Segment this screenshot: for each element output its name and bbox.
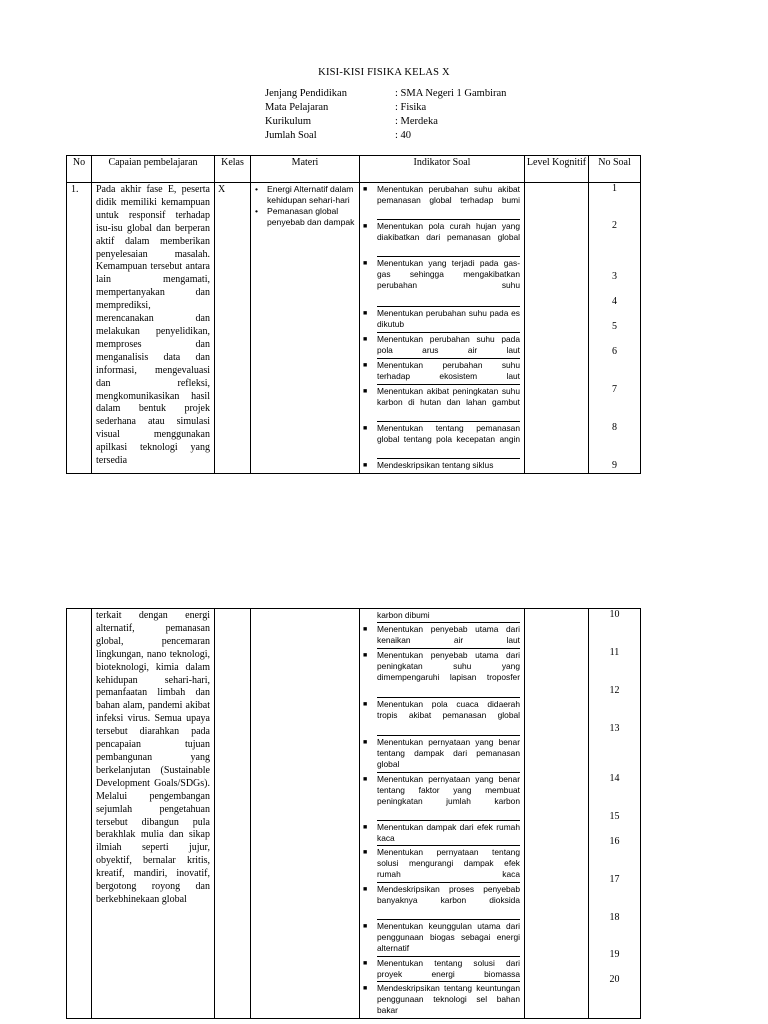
table-header-row xyxy=(67,156,641,183)
header-no-soal: No Soal xyxy=(589,156,641,183)
no-soal: 18 xyxy=(609,912,620,923)
header-kelas: Kelas xyxy=(215,156,251,183)
materi-list xyxy=(251,183,360,474)
square-bullet-icon: ■ xyxy=(363,388,368,395)
meta-row-mapel xyxy=(265,101,506,115)
kelas-value xyxy=(215,609,251,1019)
divider xyxy=(377,981,520,982)
no-soal-list xyxy=(589,183,641,474)
level-kognitif-cell xyxy=(525,609,589,1019)
divider xyxy=(377,458,520,459)
no-soal-list xyxy=(589,609,641,1019)
square-bullet-icon: ■ xyxy=(363,626,368,633)
divider xyxy=(377,256,520,257)
materi-list xyxy=(251,609,360,1019)
meta-label: Jenjang Pendidikan xyxy=(265,88,347,99)
no-soal: 13 xyxy=(609,723,620,734)
indikator-text: Menentukan pernyataan yang benar tentang faktor yang membuat peningkatan jumlah karbon xyxy=(377,774,520,806)
no-soal: 20 xyxy=(609,974,620,985)
square-bullet-icon: ■ xyxy=(363,985,368,992)
indikator-text: Menentukan perubahan suhu pada pola arus air laut xyxy=(377,334,520,355)
table-row xyxy=(67,609,641,1019)
indikator-text: Menentukan akibat peningkatan suhu karbon di hutan dan lahan gambut xyxy=(377,386,520,407)
document-meta xyxy=(265,87,506,143)
no-soal: 7 xyxy=(612,384,617,395)
meta-value: : Merdeka xyxy=(395,116,438,127)
no-soal: 14 xyxy=(609,773,620,784)
kelas-value: X xyxy=(215,183,251,474)
header-level-kognitif: Level Kognitif xyxy=(525,156,589,183)
meta-label: Jumlah Soal xyxy=(265,130,317,141)
no-soal: 5 xyxy=(612,321,617,332)
level-kognitif-cell xyxy=(525,183,589,474)
indikator-text: Menentukan tentang solusi dari proyek energi biomassa xyxy=(377,958,520,979)
square-bullet-icon: ■ xyxy=(363,776,368,783)
indikator-text: Mendeskripsikan tentang keuntungan penggunaan teknologi sel bahan bakar xyxy=(377,983,520,1015)
divider xyxy=(377,956,520,957)
no-soal: 19 xyxy=(609,949,620,960)
materi-text: Pemanasan global penyebab dan dampak xyxy=(267,206,355,227)
no-soal: 15 xyxy=(609,811,620,822)
indikator-text: Menentukan pernyataan yang benar tentang dampak dari pemanasan global xyxy=(377,737,520,769)
no-soal: 11 xyxy=(609,647,620,658)
indikator-text: Mendeskripsikan tentang siklus xyxy=(377,460,494,470)
indikator-text: Menentukan pernyataan tentang solusi mengurangi dampak efek rumah kaca xyxy=(377,847,520,879)
meta-value: : Fisika xyxy=(395,102,427,113)
meta-value: : SMA Negeri 1 Gambiran xyxy=(395,88,507,99)
materi-text: Energi Alternatif dalam kehidupan sehari-hari xyxy=(267,184,354,205)
divider xyxy=(377,919,520,920)
indikator-text: Menentukan tentang pemanasan global tentang pola kecepatan angin xyxy=(377,423,520,444)
square-bullet-icon: ■ xyxy=(363,824,368,831)
capaian-paragraph: terkait dengan energi alternatif, pemanasan global, pencemaran lingkungan, nano teknologi, bioteknologi, kimia dalam kehidupan sehari-hari, pemanfaatan limbah dan bahan alam, pandemi akibat infeksi virus. Semua upaya tersebut diarahkan pada pencapaian tujuan pembangunan yang berkelanjutan (Sustainable Development Goals/SDGs). Melalui pengembangan sejumlah pengetahuan tersebut dibangun pula berakhlak mulia dan sikap ilmiah seperti jujur, obyektif, bernalar kritis, kreatif, mandiri, inovatif, bergotong royong dan berkebhinekaan global xyxy=(96,610,210,905)
capaian-text xyxy=(92,609,215,1019)
divider xyxy=(377,384,520,385)
divider xyxy=(377,622,520,623)
divider xyxy=(377,735,520,736)
divider xyxy=(377,358,520,359)
divider xyxy=(377,772,520,773)
divider xyxy=(377,845,520,846)
indikator-text: Menentukan perubahan suhu pada es dikutub xyxy=(377,308,520,329)
indikator-list xyxy=(360,183,525,474)
indikator-text: Menentukan penyebab utama dari kenaikan air laut xyxy=(377,624,520,645)
indikator-text: karbon dibumi xyxy=(377,610,430,620)
indikator-text: Menentukan yang terjadi pada gas-gas sehingga mengakibatkan perubahan suhu xyxy=(377,258,520,290)
table-row xyxy=(67,183,641,474)
divider xyxy=(377,697,520,698)
materi-item xyxy=(253,184,357,206)
square-bullet-icon: ■ xyxy=(363,425,368,432)
square-bullet-icon: ■ xyxy=(363,701,368,708)
no-soal: 6 xyxy=(612,346,617,357)
divider xyxy=(377,648,520,649)
row-number xyxy=(67,609,92,1019)
indikator-text: Menentukan pola curah hujan yang diakibatkan dari pemanasan global xyxy=(377,221,520,242)
indikator-text: Menentukan penyebab utama dari peningkatan suhu yang dimempengaruhi lapisan troposfer xyxy=(377,650,520,682)
capaian-paragraph: Pada akhir fase E, peserta didik memiliki kemampuan untuk responsif terhadap isu-isu global dan berperan aktif dalam memberikan penyelesaian masalah. Kemampuan tersebut antara lain mengamati, mempertanyakan dan memprediksi, merencanakan dan melakukan penyelidikan, memproses dan menganalisis data dan informasi, mengevaluasi dan refleksi, mengkomunikasikan hasil dalam bentuk projek sederhana atau simulasi visual menggunakan apilkasi teknologi yang tersedia xyxy=(96,184,210,467)
no-soal: 4 xyxy=(612,296,617,307)
square-bullet-icon: ■ xyxy=(363,310,368,317)
indikator-text: Menentukan perubahan suhu terhadap ekosistem laut xyxy=(377,360,520,381)
indikator-text: Menentukan keunggulan utama dari penggunaan biogas sebagai energi alternatif xyxy=(377,921,520,953)
square-bullet-icon: ■ xyxy=(363,186,368,193)
square-bullet-icon: ■ xyxy=(363,886,368,893)
no-soal: 17 xyxy=(609,874,620,885)
materi-item xyxy=(253,206,357,228)
no-soal: 12 xyxy=(609,685,620,696)
bullet-icon: • xyxy=(255,184,259,194)
square-bullet-icon: ■ xyxy=(363,960,368,967)
divider xyxy=(377,421,520,422)
meta-row-kurikulum xyxy=(265,115,506,129)
meta-row-jenjang xyxy=(265,87,506,101)
header-capaian: Capaian pembelajaran xyxy=(92,156,215,183)
indikator-list xyxy=(360,609,525,1019)
square-bullet-icon: ■ xyxy=(363,260,368,267)
square-bullet-icon: ■ xyxy=(363,849,368,856)
header-no: No xyxy=(67,156,92,183)
no-soal: 9 xyxy=(612,460,617,471)
capaian-text xyxy=(92,183,215,474)
no-soal: 3 xyxy=(612,271,617,282)
no-soal: 8 xyxy=(612,422,617,433)
square-bullet-icon: ■ xyxy=(363,223,368,230)
divider xyxy=(377,820,520,821)
bullet-icon: • xyxy=(255,206,259,216)
square-bullet-icon: ■ xyxy=(363,362,368,369)
divider xyxy=(377,306,520,307)
square-bullet-icon: ■ xyxy=(363,336,368,343)
divider xyxy=(377,332,520,333)
kisi-kisi-table-page-2 xyxy=(66,608,641,1019)
meta-label: Mata Pelajaran xyxy=(265,102,329,113)
no-soal: 16 xyxy=(609,836,620,847)
square-bullet-icon: ■ xyxy=(363,739,368,746)
row-number: 1. xyxy=(67,183,92,474)
indikator-text: Mendeskripsikan proses penyebab banyaknya karbon dioksida xyxy=(377,884,520,905)
header-materi: Materi xyxy=(251,156,360,183)
divider xyxy=(377,882,520,883)
square-bullet-icon: ■ xyxy=(363,923,368,930)
no-soal: 2 xyxy=(612,220,617,231)
square-bullet-icon: ■ xyxy=(363,652,368,659)
square-bullet-icon: ■ xyxy=(363,462,368,469)
meta-label: Kurikulum xyxy=(265,116,312,127)
meta-value: : 40 xyxy=(395,130,412,141)
header-indikator: Indikator Soal xyxy=(360,156,525,183)
divider xyxy=(377,219,520,220)
no-soal: 1 xyxy=(612,183,617,194)
indikator-text: Menentukan pola cuaca didaerah tropis akibat pemanasan global xyxy=(377,699,520,720)
meta-row-jumlah-soal xyxy=(265,129,506,143)
kisi-kisi-table-page-1 xyxy=(66,155,641,474)
no-soal: 10 xyxy=(609,609,620,620)
indikator-text: Menentukan perubahan suhu akibat pemanasan global terhadap bumi xyxy=(377,184,520,205)
document-title: KISI-KISI FISIKA KELAS X xyxy=(318,67,450,78)
indikator-text: Menentukan dampak dari efek rumah kaca xyxy=(377,822,520,843)
